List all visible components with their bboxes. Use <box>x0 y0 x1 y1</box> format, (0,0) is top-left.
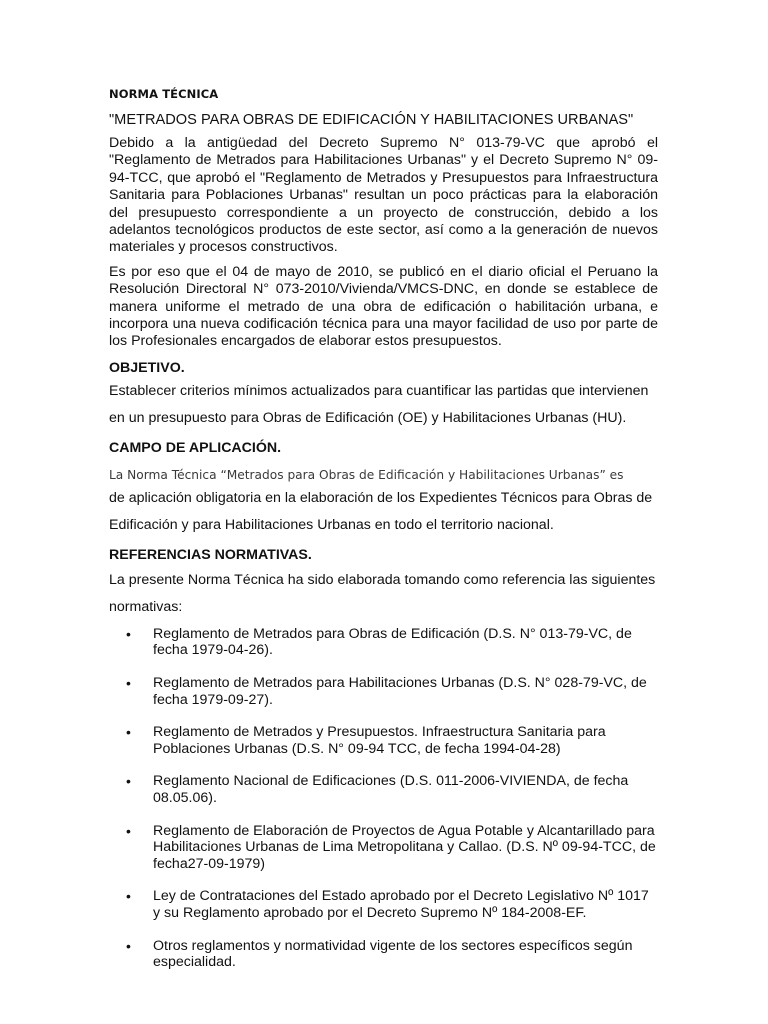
bullet-icon: • <box>126 822 131 839</box>
list-item <box>109 938 658 971</box>
campo-line: de aplicación obligatoria en la elaboración de los Expedientes Técnicos para Obras de <box>109 489 653 506</box>
campo-heading: CAMPO DE APLICACIÓN. <box>109 439 282 456</box>
list-item <box>109 888 658 921</box>
referencias-heading: REFERENCIAS NORMATIVAS. <box>109 546 312 563</box>
campo-light-line: La Norma Técnica “Metrados para Obras de Edificación y Habilitaciones Urbanas” es <box>109 467 624 482</box>
intro-paragraph: Es por eso que el 04 de mayo de 2010, se publicó en el diario oficial el Peruano la Resolución Directoral N° 073-2010/Vivienda/VMCS-DNC, en donde se establece de manera uniforme el metrado de una obra de edificación o habilitación urbana, e incorpora una nueva codificación técnica para una mayor facilidad de uso por parte de los Profesionales encargados de elaborar estos presupuestos. <box>109 263 658 350</box>
objetivo-line: en un presupuesto para Obras de Edificación (OE) y Habilitaciones Urbanas (HU). <box>109 409 627 426</box>
list-item <box>109 823 658 873</box>
list-item-text: Ley de Contrataciones del Estado aprobado por el Decreto Legislativo Nº 1017 y su Reglamento aprobado por el Decreto Supremo Nº 184-2008-EF. <box>153 888 649 921</box>
objetivo-heading: OBJETIVO. <box>109 359 185 376</box>
list-item-text: Reglamento de Metrados y Presupuestos. Infraestructura Sanitaria para Poblaciones Urbanas (D.S. N° 09-94 TCC, de fecha 1994-04-28) <box>153 724 606 757</box>
list-item-text: Otros reglamentos y normatividad vigente de los sectores específicos según especialidad. <box>153 937 633 971</box>
intro-paragraph: Debido a la antigüedad del Decreto Supremo N° 013-79-VC que aprobó el "Reglamento de Metrados para Habilitaciones Urbanas" y el Decreto Supremo N° 09-94-TCC, que aprobó el "Reglamento de Metrados y Presupuestos para Infraestructura Sanitaria para Poblaciones Urbanas" resultan un poco prácticas para la elaboración del presupuesto correspondiente a un proyecto de construcción, debido a los adelantos tecnológicos productos de este sector, así como a la generación de nuevos materiales y procesos constructivos. <box>109 135 658 256</box>
bullet-icon: • <box>126 773 131 790</box>
list-item <box>109 675 658 708</box>
bullet-icon: • <box>126 625 131 642</box>
document-page <box>109 78 658 987</box>
list-item-text: Reglamento de Metrados para Obras de Edificación (D.S. N° 013-79-VC, de fecha 1979-04-26). <box>153 625 632 659</box>
bullet-icon: • <box>126 937 131 954</box>
objetivo-line: Establecer criterios mínimos actualizados para cuantificar las partidas que intervienen <box>109 382 649 399</box>
bullet-icon: • <box>126 888 131 905</box>
references-list <box>109 626 658 971</box>
list-item-text: Reglamento Nacional de Edificaciones (D.S. 011-2006-VIVIENDA, de fecha 08.05.06). <box>153 773 629 807</box>
bullet-icon: • <box>126 724 131 741</box>
list-item-text: Reglamento de Elaboración de Proyectos de Agua Potable y Alcantarillado para Habilitaciones Urbanas de Lima Metropolitana y Callao. (D.S. Nº 09-94-TCC, de fecha27-09-1979) <box>153 822 656 872</box>
list-item <box>109 626 658 659</box>
referencias-line: normativas: <box>109 598 183 615</box>
list-item-text: Reglamento de Metrados para Habilitaciones Urbanas (D.S. N° 028-79-VC, de fecha 1979-09-27). <box>153 675 647 708</box>
campo-line: Edificación y para Habilitaciones Urbanas en todo el territorio nacional. <box>109 516 554 533</box>
document-label: NORMA TÉCNICA <box>109 87 219 101</box>
referencias-line: La presente Norma Técnica ha sido elaborada tomando como referencia las siguientes <box>109 571 656 588</box>
document-title: "METRADOS PARA OBRAS DE EDIFICACIÓN Y HABILITACIONES URBANAS" <box>109 112 634 128</box>
list-item <box>109 773 658 806</box>
bullet-icon: • <box>126 675 131 692</box>
list-item <box>109 724 658 757</box>
